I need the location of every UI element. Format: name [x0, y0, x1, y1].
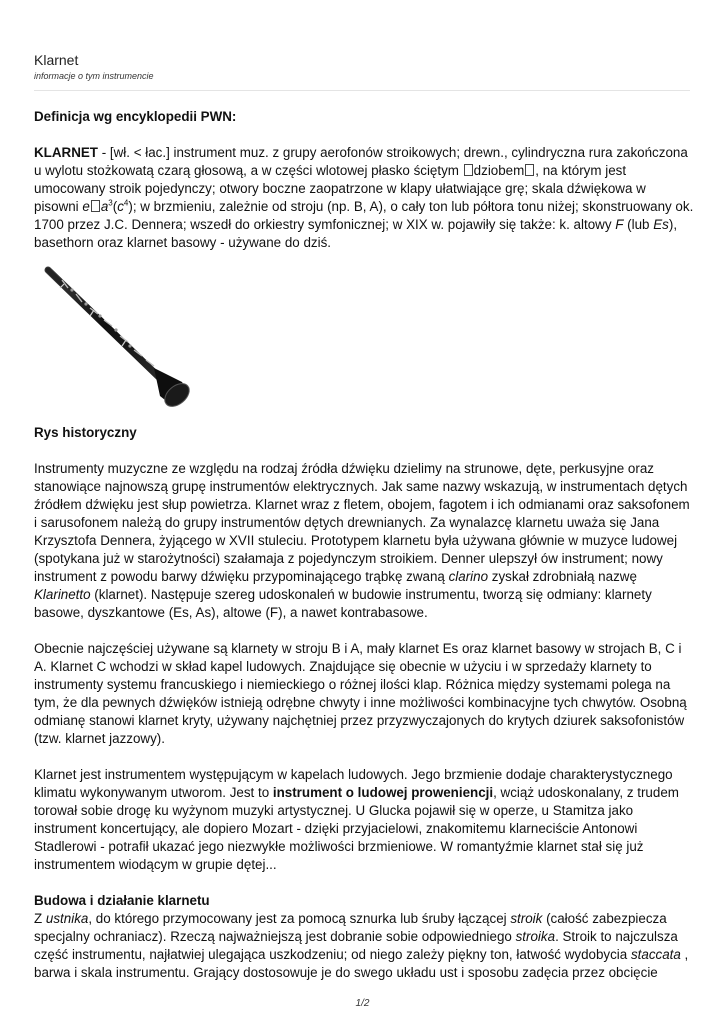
history-paragraph-2: Obecnie najczęściej używane są klarnety w stroju B i A, mały klarnet Es oraz klarnet basowy w strojach B, C i A. Klarnet C wchodzi w skład kapel ludowych. Znajdujące się obecnie w użyciu i w sprzedaży klarnety to instrumenty systemu francuskiego i niemieckiego o różnej ilości klap. Różnica między systemami polega na tym, że dla pewnych dźwięków istnieją odrębne chwyty i inne możliwości kombinacyjne tych chwytów. Osobną odmianę stanowi klarnet kryty, używany najchętniej przez przyzwyczajonych do krytych dziurek saksofonistów (tzw. klarnet jazzowy). — [34, 641, 687, 746]
document-header — [34, 52, 690, 82]
term-klarnet: KLARNET — [34, 145, 98, 160]
definition-paragraph: KLARNET - [wł. < łac.] instrument muz. z grupy aerofonów stroikowych; drewn., cylindryczna rura zakończona u wylotu stożkowatą czarą głosową, a w części wlotowej płasko ściętym dziobem , na którym jest umocowany stroik pojedynczy; otwory boczne zaopatrzone w klapy ułatwiające grę; skala dźwiękowa w pisowni e $a^3(c^4)$; w brzmieniu, zależnie od stroju (np. B, A), o cały ton lub półtora tonu niżej; skonstruowany ok. 1700 przez J.C. Dennera; wszedł do orkiestry symfonicznej; w XIX w. pojawiły się także: k. altowy F (lub Es), basethorn oraz klarnet basowy - używane do dziś. — [34, 145, 694, 250]
header-divider — [34, 90, 690, 91]
clarinet-image — [34, 264, 694, 424]
page-number: 1/2 — [355, 998, 370, 1009]
missing-glyph-icon — [91, 200, 100, 212]
history-paragraph-3: Klarnet jest instrumentem występującym w kapelach ludowych. Jego brzmienie dodaje charakterystycznego klimatu wykonywanym utworom. Jest to instrument o ludowej proweniencji, wciąż udoskonalany, z trudem torował sobie drogę ku wyżynom muzyki artystycznej. U Glucka pojawił się w operze, u Stamitza jako instrument koncertujący, ale dopiero Mozart - dzięki przyjacielowi, znakomitemu klarneciście Antonowi Stadlerowi - potrafił ukazać jego niezwykłe możliwości brzmieniowe. W romantyźmie klarnet stał się już instrumentem wiodącym w grupie dętej... — [34, 767, 679, 872]
document-body — [34, 108, 694, 982]
document-subtitle: informacje o tym instrumencie — [34, 71, 154, 81]
construction-heading: Budowa i działanie klarnetu — [34, 893, 210, 908]
missing-glyph-icon — [525, 164, 534, 176]
construction-paragraph: Z ustnika, do którego przymocowany jest za pomocą sznurka lub śruby łączącej stroik (całość zabezpiecza specjalny ochraniacz). Rzeczą najważniejszą jest dobranie sobie odpowiedniego stroika. Stroik to najczulsza część instrumentu, najłatwiej ulegająca uszkodzeniu; od niego zależy piękny ton, łatwość wydobycia staccata , barwa i skala instrumentu. Grający dostosowuje je do swego układu ust i sposobu zadęcia przez obcięcie — [34, 911, 689, 980]
history-heading: Rys historyczny — [34, 425, 137, 440]
clarinet-illustration — [42, 264, 202, 414]
missing-glyph-icon — [464, 164, 473, 176]
history-paragraph-1: Instrumenty muzyczne ze względu na rodzaj źródła dźwięku dzielimy na strunowe, dęte, perkusyjne oraz stanowiące najnowszą grupę instrumentów elektrycznych. Jak same nazwy wskazują, w instrumentach dętych źródłem dźwięku jest słup powietrza. Klarnet wraz z fletem, obojem, fagotem i ich odmianami oraz saksofonem i sarusofonem należą do grupy instrumentów dętych drewnianych. Za wynalazcę klarnetu uważa się Jana Krzysztofa Dennera, żyjącego w XVII stuleciu. Prototypem klarnetu była używana głównie w muzyce ludowej (spotykana już w starożytności) szałamaja z pojedynczym stroikiem. Denner ulepszył ów instrument; nowy instrument z powodu barwy dźwięku przypominającego trąbkę zwaną clarino zyskał zdrobniałą nazwę Klarinetto (klarnet). Następuje szereg udoskonaleń w budowie instrumentu, tworzą się odmiany: klarnety basowe, dyszkantowe (Es, As), altowe (F), a nawet kontrabasowe. — [34, 461, 690, 620]
definition-heading: Definicja wg encyklopedii PWN: — [34, 109, 237, 124]
document-title: Klarnet — [34, 52, 79, 68]
